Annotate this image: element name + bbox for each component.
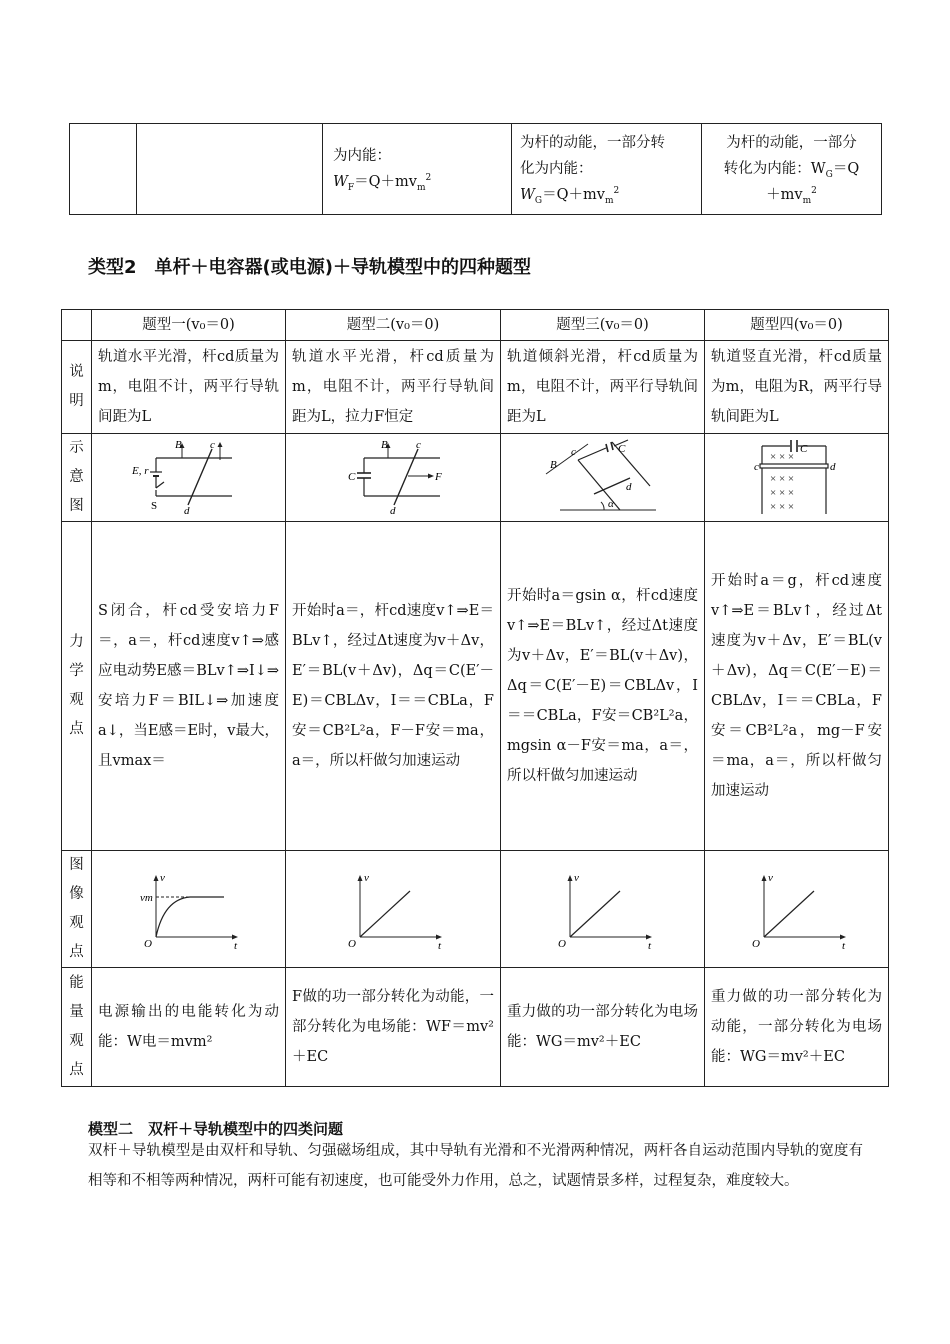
energy-type1: 电源输出的电能转化为动能：W电＝mvm² bbox=[92, 968, 286, 1087]
row-label-force: 力 学 观 点 bbox=[62, 522, 92, 851]
desc-type3: 轨道倾斜光滑，杆cd质量为m，电阻不计，两平行导轨间距为L bbox=[501, 341, 705, 434]
svg-text:C: C bbox=[799, 442, 807, 455]
svg-text:B: B bbox=[174, 438, 182, 451]
top-c5-line2: 转化为内能：$W_G=Q$ bbox=[723, 161, 860, 180]
force-type4: 开始时a＝g，杆cd速度v↑⇒E＝BLv↑，经过Δt速度为v＋Δv，E′＝BL(v＋Δv)，Δq＝C(E′－E)＝CBLΔv，I＝＝CBLa，F安＝CB²L²a，mg－F安＝ma，a＝，所以杆做匀加速运动 bbox=[705, 522, 889, 851]
diagram-type3-cell bbox=[501, 434, 705, 522]
header-type1: 题型一(v₀＝0) bbox=[92, 310, 286, 341]
diagram-type3 bbox=[538, 438, 668, 518]
svg-text:c: c bbox=[209, 438, 215, 451]
diagram-row bbox=[62, 434, 889, 522]
svg-text:C: C bbox=[348, 470, 356, 483]
force-type1: S闭合，杆cd受安培力F＝，a＝，杆cd速度v↑⇒感应电动势E感＝BLv↑⇒I↓⇒安培力F＝BIL↓⇒加速度a↓，当E感＝E时，v最大，且vmax＝ bbox=[92, 522, 286, 851]
svg-text:d: d bbox=[183, 504, 189, 517]
svg-text:O: O bbox=[557, 938, 566, 949]
top-table bbox=[69, 123, 882, 215]
diagram-type2 bbox=[328, 438, 458, 518]
top-cell-4 bbox=[512, 124, 702, 215]
header-type3: 题型三(v₀＝0) bbox=[501, 310, 705, 341]
energy-type3: 重力做的功一部分转化为电场能：WG＝mv²＋EC bbox=[501, 968, 705, 1087]
graph-type3 bbox=[548, 869, 658, 949]
diagram-type4-cell bbox=[705, 434, 889, 522]
top-cell-1 bbox=[70, 124, 137, 215]
diagram-type4 bbox=[732, 438, 862, 518]
top-c4-line3: $W_G=Q+mv_m^2$ bbox=[520, 186, 620, 206]
graph-type4 bbox=[742, 869, 852, 949]
section3-title: 模型二 双杆＋导轨模型中的四类问题 bbox=[88, 1120, 344, 1138]
svg-text:O: O bbox=[143, 938, 152, 949]
desc-type2: 轨道水平光滑，杆cd质量为m，电阻不计，两平行导轨间距为L，拉力F恒定 bbox=[286, 341, 501, 434]
svg-text:E, r: E, r bbox=[131, 464, 148, 477]
svg-text:c: c bbox=[416, 438, 421, 451]
energy-row bbox=[62, 968, 889, 1087]
svg-text:t: t bbox=[841, 940, 845, 949]
top-c3-line1: 为内能： bbox=[333, 148, 391, 164]
section2-title: 类型2 单杆＋电容器(或电源)＋导轨模型中的四种题型 bbox=[88, 257, 531, 278]
header-corner bbox=[62, 310, 92, 341]
row-label-diagram: 示 意 图 bbox=[62, 434, 92, 522]
svg-text:α: α bbox=[607, 497, 614, 510]
desc-type4: 轨道竖直光滑，杆cd质量为m，电阻为R，两平行导轨间距为L bbox=[705, 341, 889, 434]
desc-row bbox=[62, 341, 889, 434]
row-label-energy: 能 量 观 点 bbox=[62, 968, 92, 1087]
header-row bbox=[62, 310, 889, 341]
energy-type2: F做的功一部分转化为动能，一部分转化为电场能：WF＝mv²＋EC bbox=[286, 968, 501, 1087]
header-type4: 题型四(v₀＝0) bbox=[705, 310, 889, 341]
force-row bbox=[62, 522, 889, 851]
svg-text:B: B bbox=[381, 438, 388, 451]
svg-text:C: C bbox=[617, 442, 625, 455]
top-c4-line2: 化为内能： bbox=[520, 161, 593, 177]
graph-type2-cell bbox=[286, 851, 501, 968]
svg-text:v: v bbox=[159, 872, 165, 884]
energy-type4: 重力做的功一部分转化为动能，一部分转化为电场能：WG＝mv²＋EC bbox=[705, 968, 889, 1087]
top-c4-line1: 为杆的动能，一部分转 bbox=[520, 135, 665, 151]
diagram-type1 bbox=[124, 438, 254, 518]
diagram-type1-cell bbox=[92, 434, 286, 522]
svg-text:v: v bbox=[573, 872, 579, 884]
svg-text:v: v bbox=[364, 872, 369, 884]
graph-type3-cell bbox=[501, 851, 705, 968]
svg-text:× × ×: × × × bbox=[769, 450, 794, 463]
svg-text:t: t bbox=[647, 940, 651, 949]
svg-text:O: O bbox=[751, 938, 760, 949]
svg-text:c: c bbox=[570, 445, 576, 458]
top-cell-3 bbox=[323, 124, 512, 215]
graph-type1-cell bbox=[92, 851, 286, 968]
svg-text:× × ×: × × × bbox=[769, 500, 794, 513]
graph-row bbox=[62, 851, 889, 968]
svg-text:v: v bbox=[767, 872, 773, 884]
svg-text:× × ×: × × × bbox=[769, 486, 794, 499]
svg-text:t: t bbox=[233, 940, 237, 949]
desc-type1: 轨道水平光滑，杆cd质量为m，电阻不计，两平行导轨间距为L bbox=[92, 341, 286, 434]
graph-type4-cell bbox=[705, 851, 889, 968]
svg-text:F: F bbox=[435, 470, 442, 483]
svg-text:d: d bbox=[625, 480, 631, 493]
graph-type1 bbox=[134, 869, 244, 949]
top-cell-2 bbox=[137, 124, 323, 215]
row-label-graph: 图 像 观 点 bbox=[62, 851, 92, 968]
svg-text:t: t bbox=[438, 940, 442, 949]
graph-type2 bbox=[338, 869, 448, 949]
svg-text:d: d bbox=[390, 504, 396, 517]
top-cell-5 bbox=[702, 124, 882, 215]
svg-text:B: B bbox=[549, 458, 557, 471]
top-c3-line2: $W_F=Q+mv_m^2$ bbox=[333, 173, 432, 193]
svg-text:O: O bbox=[348, 938, 356, 949]
svg-text:S: S bbox=[150, 499, 157, 512]
force-type2: 开始时a＝，杆cd速度v↑⇒E＝BLv↑，经过Δt速度为v＋Δv，E′＝BL(v＋Δv)，Δq＝C(E′－E)＝CBLΔv，I＝＝CBLa，F安＝CB²L²a，F－F安＝ma，a＝，所以杆做匀加速运动 bbox=[286, 522, 501, 851]
svg-text:d: d bbox=[829, 460, 835, 473]
svg-text:c: c bbox=[753, 460, 759, 473]
force-type3: 开始时a＝gsin α，杆cd速度v↑⇒E＝BLv↑，经过Δt速度为v＋Δv，E′＝BL(v＋Δv)，Δq＝C(E′－E)＝CBLΔv，I＝＝CBLa，F安＝CB²L²a，mgsin α－F安＝ma，a＝，所以杆做匀加速运动 bbox=[501, 522, 705, 851]
section3-paragraph: 双杆＋导轨模型是由双杆和导轨、匀强磁场组成，其中导轨有光滑和不光滑两种情况，两杆各自运动范围内导轨的宽度有相等和不相等两种情况，两杆可能有初速度，也可能受外力作用，总之，试题情景多样，过程复杂，难度较大。 bbox=[88, 1143, 863, 1189]
row-label-desc: 说 明 bbox=[62, 341, 92, 434]
top-c5-line1: 为杆的动能，一部分 bbox=[726, 135, 857, 151]
svg-text:× × ×: × × × bbox=[769, 472, 794, 485]
main-table bbox=[61, 309, 889, 1087]
svg-text:vm: vm bbox=[139, 892, 153, 904]
diagram-type2-cell bbox=[286, 434, 501, 522]
top-c5-line3: $+mv_m^2$ bbox=[766, 186, 817, 206]
header-type2: 题型二(v₀＝0) bbox=[286, 310, 501, 341]
